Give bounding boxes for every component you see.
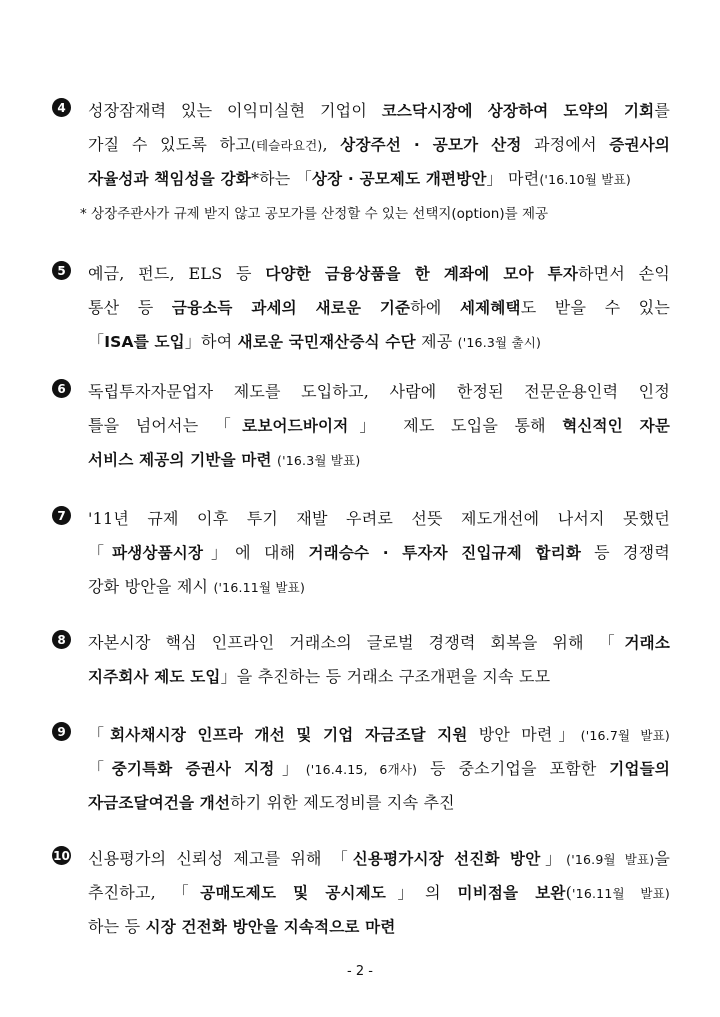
circled-number-6: 6	[52, 379, 71, 398]
text-line	[88, 257, 670, 291]
bold-phrase: 중기특화 증권사 지정	[111, 760, 275, 778]
bold-phrase: 다양한 금융상품을 한 계좌에 모아 투자	[265, 265, 579, 283]
bold-phrase: 증권사의	[609, 136, 670, 154]
bold-phrase: 시장 건전화 방안을 지속적으로 마련	[145, 918, 396, 936]
bold-phrase: 기업들의	[609, 760, 670, 778]
text-segment: 독립투자자문업자 제도를 도입하고, 사람에 한정된 전문운용인력 인정	[88, 382, 670, 401]
text-segment: 방안 마련」	[467, 725, 581, 744]
bold-phrase: 자율성과 책임성을 강화	[88, 170, 251, 188]
text-line	[88, 443, 670, 477]
text-segment: 하기 위한 제도정비를 지속 추진	[230, 793, 455, 812]
text-segment: 」 제도 도입을 통해	[348, 416, 563, 435]
text-line	[88, 570, 670, 604]
item-10	[52, 842, 672, 944]
bold-phrase: 상장 · 공모제도 개편방안	[311, 170, 487, 188]
item-text	[88, 626, 670, 694]
bold-phrase: 거래소	[624, 634, 670, 652]
text-segment: (	[565, 883, 573, 902]
bold-phrase: 상장주선 · 공모가 산정	[340, 136, 522, 154]
bold-phrase: 파생상품시장	[112, 544, 204, 562]
date-note: (테슬라요건)	[250, 138, 323, 153]
text-segment: 를	[654, 101, 671, 120]
text-line	[88, 536, 670, 570]
item-9	[52, 718, 672, 820]
circled-number-4: 4	[52, 98, 71, 117]
bold-phrase: 미비점을 보완	[457, 884, 566, 902]
item-text	[88, 94, 670, 196]
text-line	[88, 660, 670, 694]
text-line	[88, 718, 670, 752]
bold-phrase: 회사채시장 인프라 개선 및 기업 자금조달 지원	[110, 726, 468, 744]
text-line	[88, 876, 670, 910]
text-segment: 「	[88, 759, 112, 778]
text-segment: '11년 규제 이후 투기 재발 우려로 선뜻 제도개선에 나서지 못했던	[88, 509, 670, 528]
item-text	[88, 375, 670, 477]
text-segment: 」	[274, 759, 306, 778]
bold-phrase: 세제혜택	[460, 299, 521, 317]
item-7	[52, 502, 672, 604]
item-text	[88, 718, 670, 820]
text-segment: 가질 수 있도록 하고	[88, 135, 251, 154]
text-segment: 등 경쟁력	[581, 543, 670, 562]
date-note: '16.11월 발표)	[572, 886, 670, 901]
text-segment: 통산 등	[88, 298, 172, 317]
text-line	[88, 910, 670, 944]
text-line	[88, 626, 670, 660]
date-note: ('16.9월 발표)	[566, 852, 655, 867]
circled-number-10: 10	[52, 846, 71, 865]
date-note: ('16.7월 발표)	[580, 728, 671, 743]
text-segment: 강화 방안을 제시	[88, 577, 214, 596]
circled-number-8: 8	[52, 630, 71, 649]
text-segment: 틀을 넘어서는 「	[88, 416, 243, 435]
text-line	[88, 842, 670, 876]
date-note: ('16.3월 발표)	[277, 453, 361, 468]
text-segment: 자본시장 핵심 인프라인 거래소의 글로벌 경쟁력 회복을 위해 「	[88, 633, 625, 652]
page-number: - 2 -	[347, 964, 373, 979]
item-text	[88, 502, 670, 604]
bold-phrase: ISA를 도입	[104, 333, 185, 351]
text-segment: 을	[654, 849, 671, 868]
item-8	[52, 626, 672, 694]
text-segment: 예금, 펀드, ELS 등	[88, 264, 266, 283]
text-line	[88, 502, 670, 536]
text-line	[88, 375, 670, 409]
bold-phrase: 혁신적인 자문	[562, 417, 670, 435]
bold-phrase: 새로운 국민재산증식 수단	[237, 333, 416, 351]
text-segment: 추진하고, 「	[88, 883, 201, 902]
text-segment: 「	[88, 725, 111, 744]
date-note: ('16.3월 출시)	[457, 335, 542, 350]
bold-phrase: 공매도제도 및 공시제도	[200, 884, 387, 902]
text-segment: 」 마련	[486, 169, 540, 188]
text-segment: 「	[88, 332, 105, 351]
text-segment: 하면서 손익	[578, 264, 670, 283]
text-segment: 하에	[410, 298, 460, 317]
footnote: * 상장주관사가 규제 받지 않고 공모가를 산정할 수 있는 선택지(option)를 제공	[80, 206, 549, 222]
circled-number-5: 5	[52, 261, 71, 280]
text-segment: 성장잠재력 있는 이익미실현 기업이	[88, 101, 382, 120]
date-note: ('16.4.15, 6개사)	[305, 762, 418, 777]
text-segment: 과정에서	[521, 135, 610, 154]
text-segment: 」을 추진하는 등 거래소 구조개편을 지속 도모	[220, 667, 551, 686]
bold-phrase: 금융소득 과세의 새로운 기준	[171, 299, 411, 317]
text-segment: ,	[322, 135, 341, 154]
text-segment: 」에 대해	[203, 543, 309, 562]
text-segment: 「	[88, 543, 113, 562]
text-line	[88, 752, 670, 786]
text-segment: 」	[540, 849, 567, 868]
date-note: ('16.10월 발표)	[539, 172, 631, 187]
bold-phrase: 로보어드바이저	[242, 417, 349, 435]
bold-phrase: 자금조달여건을 개선	[88, 794, 231, 812]
item-text	[88, 842, 670, 944]
bold-phrase: 신용평가시장 선진화 방안	[352, 850, 541, 868]
date-note: ('16.11월 발표)	[213, 580, 306, 595]
text-segment: 」의	[386, 883, 458, 902]
text-line	[88, 291, 670, 325]
text-line	[88, 162, 670, 196]
text-segment: 등 중소기업을 포함한	[417, 759, 610, 778]
text-line	[88, 409, 670, 443]
circled-number-7: 7	[52, 506, 71, 525]
text-line	[88, 325, 670, 359]
bold-phrase: 코스닥시장에 상장하여 도약의 기회	[381, 102, 655, 120]
text-segment: 」하여	[184, 332, 238, 351]
text-line	[88, 128, 670, 162]
text-segment: 도 받을 수 있는	[520, 298, 670, 317]
text-segment: 하는 등	[88, 917, 146, 936]
text-line	[88, 94, 670, 128]
bold-phrase: 거래승수 · 투자자 진입규제 합리화	[308, 544, 581, 562]
text-segment: 신용평가의 신뢰성 제고를 위해 「	[88, 849, 353, 868]
bold-phrase: 서비스 제공의 기반을 마련	[88, 451, 272, 469]
text-line	[88, 786, 670, 820]
text-segment: *하는 「	[250, 169, 312, 188]
bold-phrase: 지주회사 제도 도입	[88, 668, 221, 686]
item-6	[52, 375, 672, 477]
item-text	[88, 257, 670, 359]
item-5	[52, 257, 672, 359]
text-segment: 제공	[415, 332, 458, 351]
item-4	[52, 94, 672, 196]
circled-number-9: 9	[52, 722, 71, 741]
